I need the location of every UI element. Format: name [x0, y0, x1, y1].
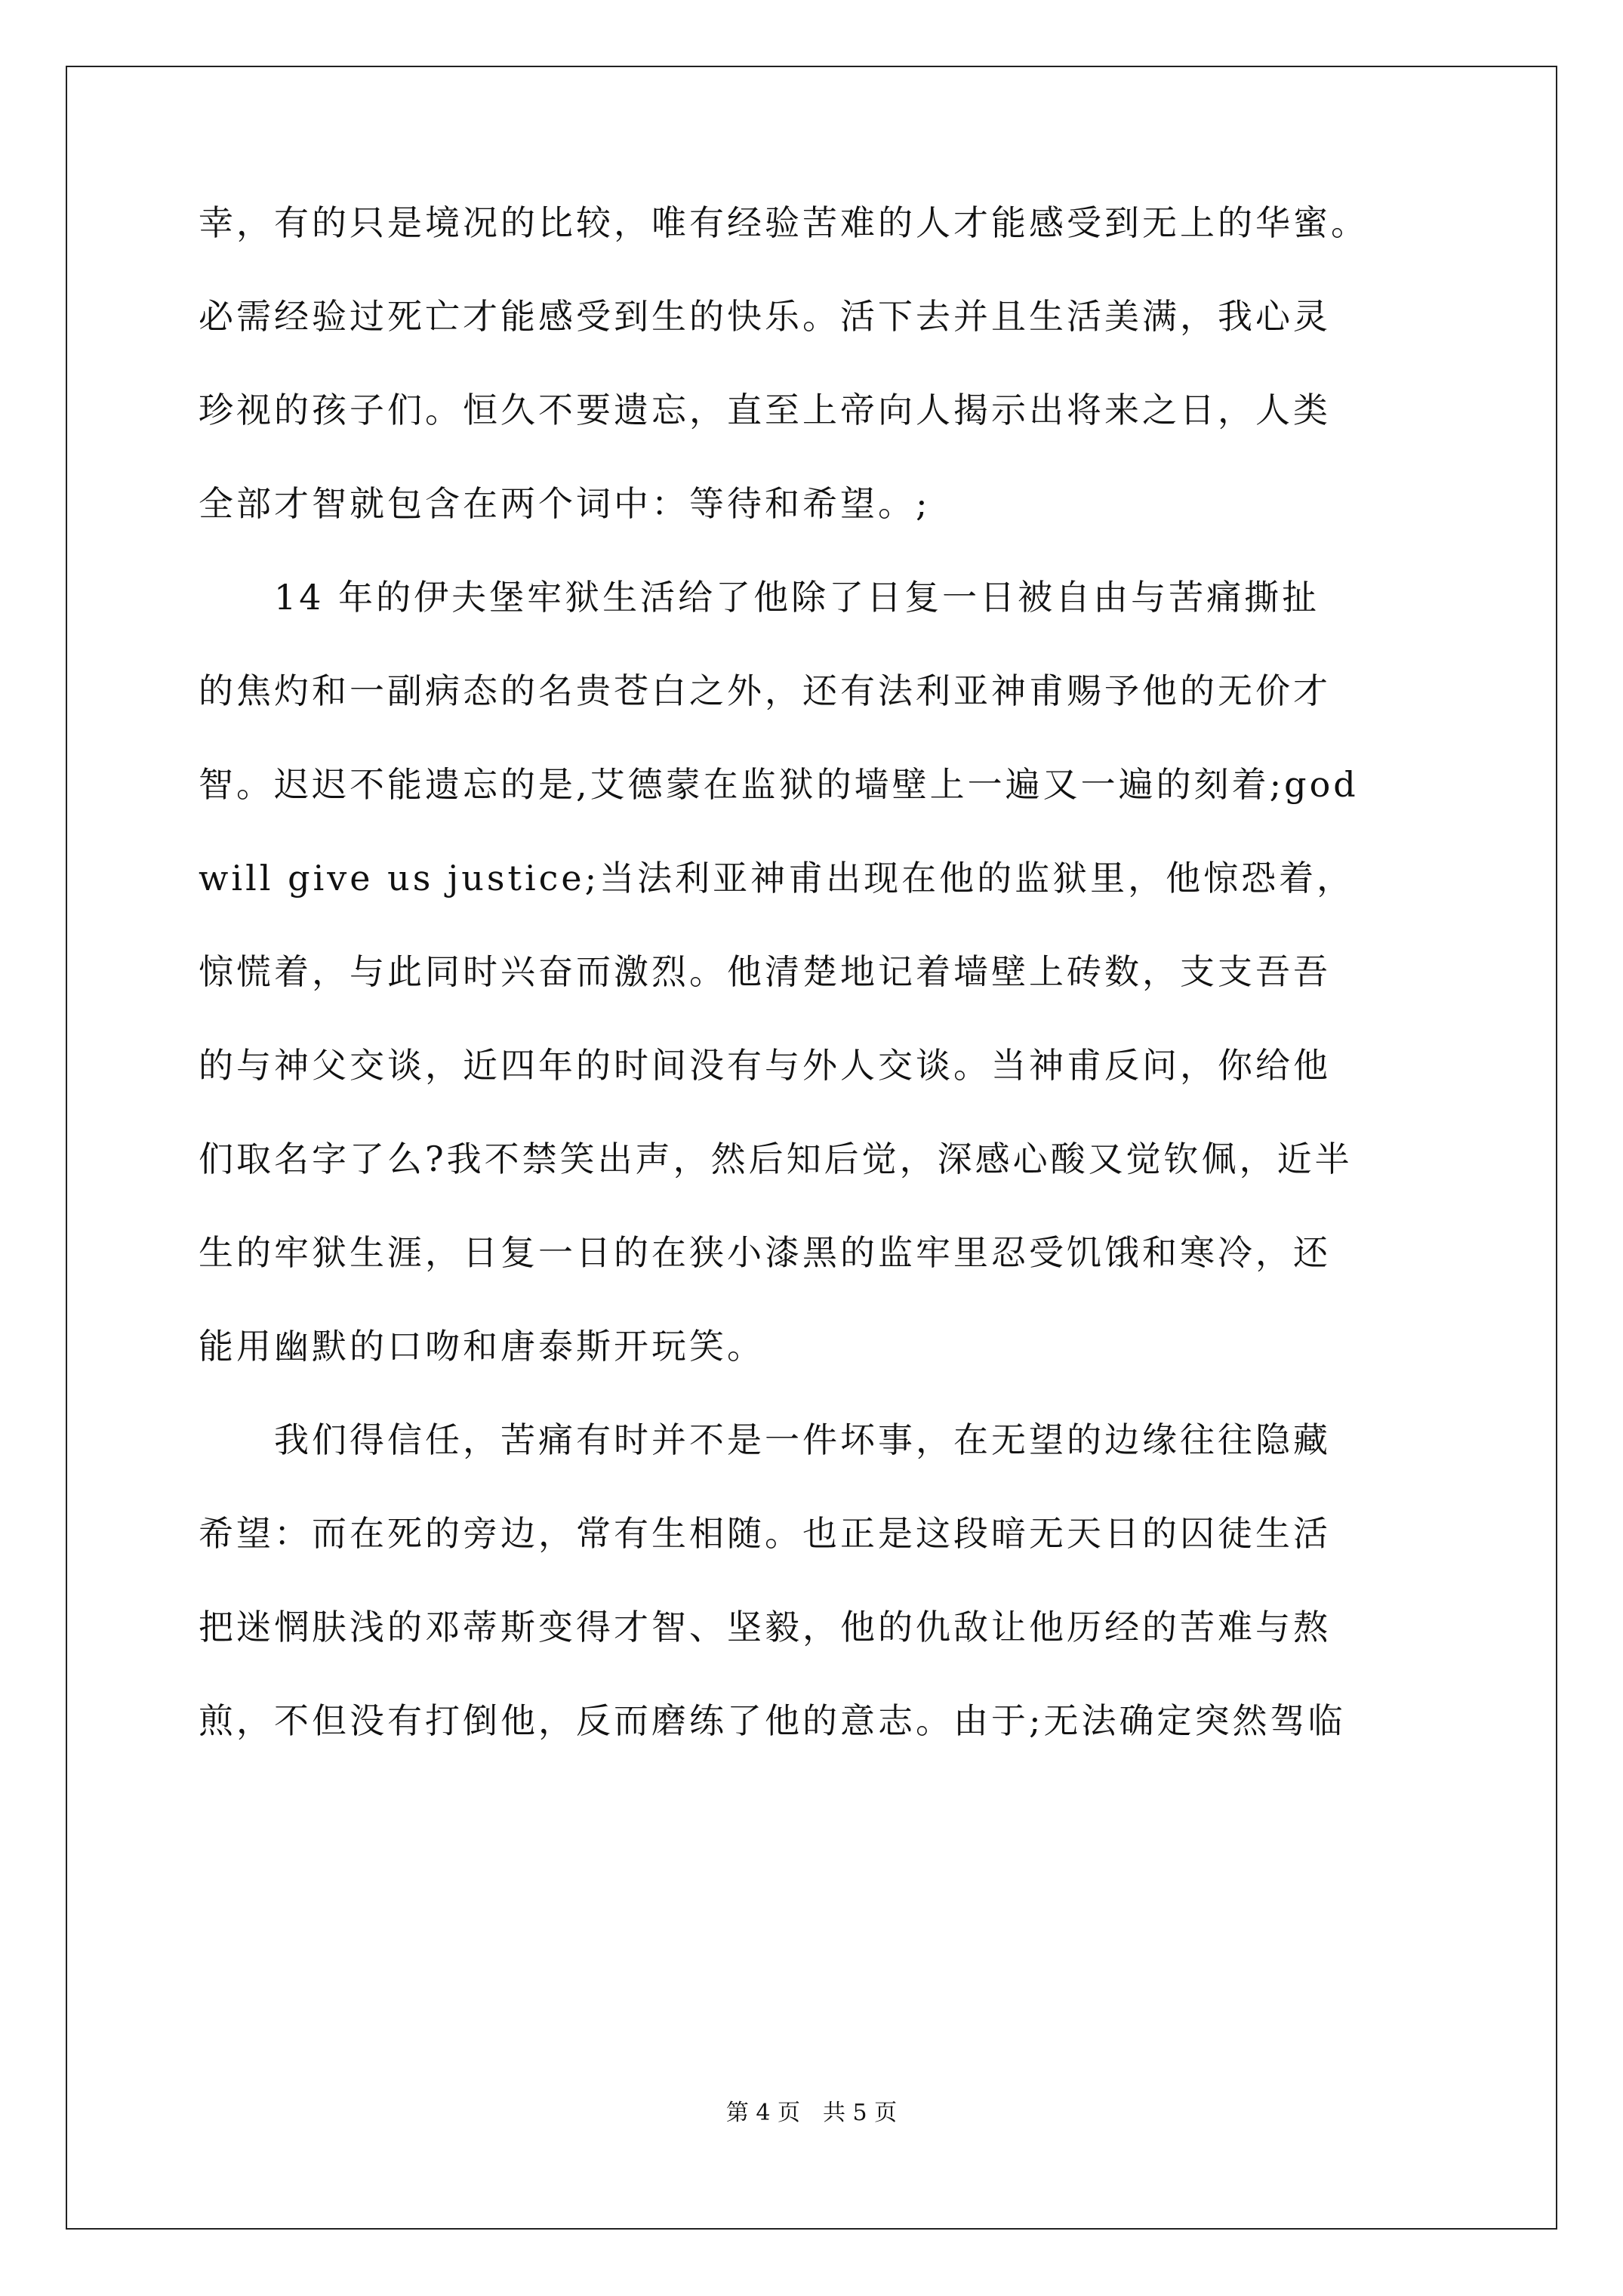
- text-line: 我们得信任，苦痛有时并不是一件坏事，在无望的边缘往往隐藏: [199, 1419, 1331, 1460]
- page-footer: [0, 2102, 1623, 2125]
- text-line: 幸，有的只是境况的比较，唯有经验苦难的人才能感受到无上的华蜜。: [199, 202, 1369, 243]
- text-line: 14 年的伊夫堡牢狱生活给了他除了日复一日被自由与苦痛撕扯: [199, 577, 1320, 618]
- text-line: 智。迟迟不能遗忘的是,艾德蒙在监狱的墙壁上一遍又一遍的刻着;god: [199, 764, 1359, 805]
- text-line: 必需经验过死亡才能感受到生的快乐。活下去并且生活美满，我心灵: [199, 296, 1331, 337]
- text-line: 们取名字了么?我不禁笑出声，然后知后觉，深感心酸又觉钦佩，近半: [199, 1139, 1353, 1179]
- page-number-label: 第 4 页 共 5 页: [725, 2100, 898, 2126]
- text-line: 的与神父交谈，近四年的时间没有与外人交谈。当神甫反问，你给他: [199, 1045, 1331, 1086]
- text-line: 把迷惘肤浅的邓蒂斯变得才智、坚毅，他的仇敌让他历经的苦难与熬: [199, 1607, 1331, 1647]
- text-line: 珍视的孩子们。恒久不要遗忘，直至上帝向人揭示出将来之日，人类: [199, 390, 1331, 430]
- text-line: 能用幽默的口吻和唐泰斯开玩笑。: [199, 1326, 765, 1367]
- text-line: will give us justice;当法利亚神甫出现在他的监狱里，他惊恐着，: [199, 858, 1355, 898]
- text-line: 全部才智就包含在两个词中：等待和希望。;: [199, 483, 931, 524]
- text-line: 煎，不但没有打倒他，反而磨练了他的意志。由于;无法确定突然驾临: [199, 1700, 1346, 1741]
- text-line: 希望：而在死的旁边，常有生相随。也正是这段暗无天日的囚徒生活: [199, 1513, 1331, 1554]
- text-line: 生的牢狱生涯，日复一日的在狭小漆黑的监牢里忍受饥饿和寒冷，还: [199, 1232, 1331, 1273]
- text-line: 的焦灼和一副病态的名贵苍白之外，还有法利亚神甫赐予他的无价才: [199, 670, 1331, 711]
- text-line: 惊慌着，与此同时兴奋而激烈。他清楚地记着墙壁上砖数，支支吾吾: [199, 951, 1331, 992]
